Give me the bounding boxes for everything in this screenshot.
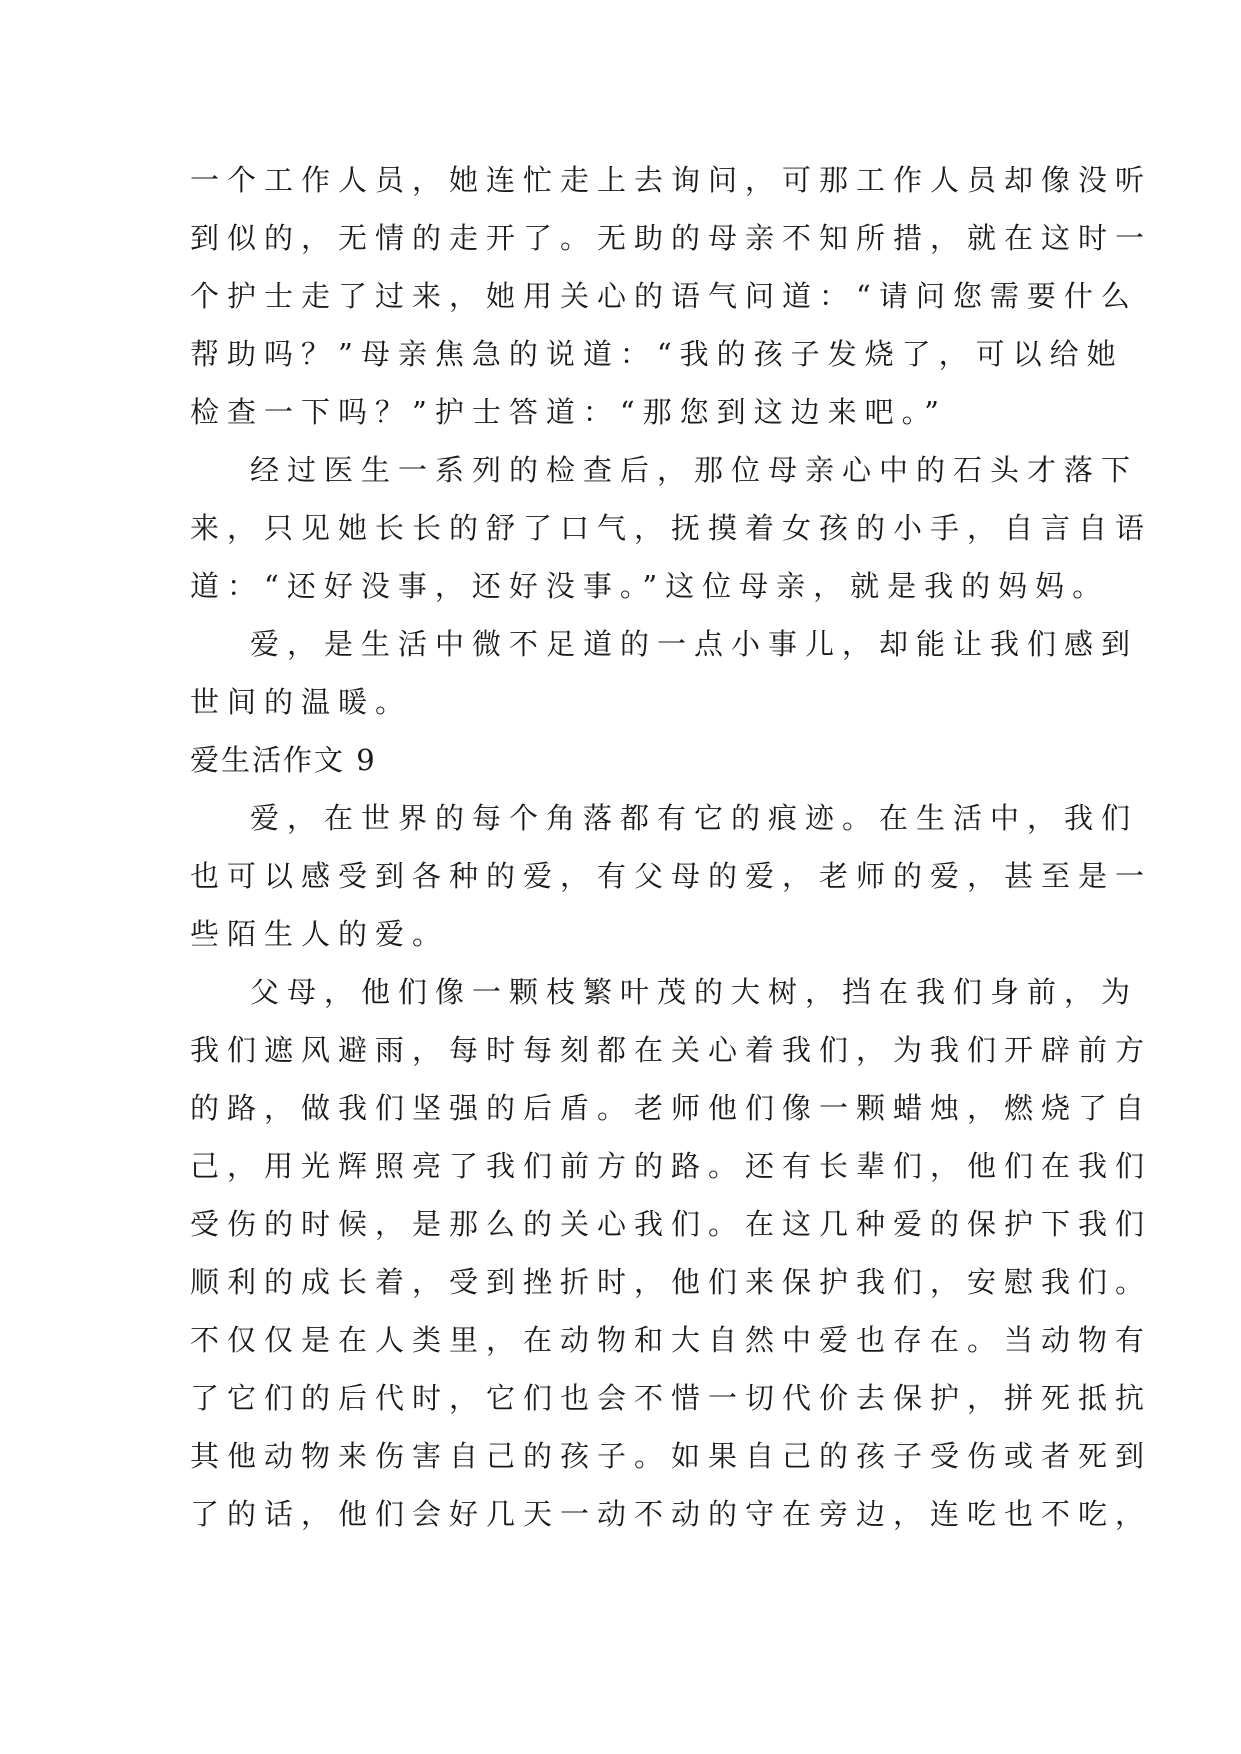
- text-line: 爱，在世界的每个角落都有它的痕迹。在生活中，我们: [250, 801, 1139, 835]
- text-line: 的路，做我们坚强的后盾。老师他们像一颗蜡烛，燃烧了自: [190, 1091, 1153, 1125]
- text-line: 了它们的后代时，它们也会不惜一切代价去保护，拼死抵抗: [190, 1381, 1153, 1415]
- text-line: 不仅仅是在人类里，在动物和大自然中爱也存在。当动物有: [190, 1323, 1153, 1357]
- text-line: 爱，是生活中微不足道的一点小事儿，却能让我们感到: [250, 627, 1139, 661]
- text-line: 些陌生人的爱。: [190, 917, 450, 951]
- text-line: 道：“还好没事，还好没事。”这位母亲，就是我的妈妈。: [190, 569, 1110, 603]
- text-line: 顺利的成长着，受到挫折时，他们来保护我们，安慰我们。: [190, 1265, 1153, 1299]
- text-line: 帮助吗？”母亲焦急的说道：“我的孩子发烧了，可以给她: [190, 337, 1124, 371]
- text-line: 其他动物来伤害自己的孩子。如果自己的孩子受伤或者死到: [190, 1439, 1153, 1473]
- text-line: 个护士走了过来，她用关心的语气问道：“请问您需要什么: [190, 279, 1138, 313]
- text-line: 来，只见她长长的舒了口气，抚摸着女孩的小手，自言自语: [190, 511, 1153, 545]
- text-line: 了的话，他们会好几天一动不动的守在旁边，连吃也不吃，: [190, 1497, 1153, 1531]
- text-line: 也可以感受到各种的爱，有父母的爱，老师的爱，甚至是一: [190, 859, 1153, 893]
- text-line: 己，用光辉照亮了我们前方的路。还有长辈们，他们在我们: [190, 1149, 1153, 1183]
- text-line: 世间的温暖。: [190, 685, 413, 719]
- text-line: 我们遮风避雨，每时每刻都在关心着我们，为我们开辟前方: [190, 1033, 1153, 1067]
- text-line: 检查一下吗？”护士答道：“那您到这边来吧。”: [190, 395, 947, 429]
- text-line: 到似的，无情的走开了。无助的母亲不知所措，就在这时一: [190, 221, 1153, 255]
- text-line: 一个工作人员，她连忙走上去询问，可那工作人员却像没听: [190, 163, 1153, 197]
- section-heading: 爱生活作文 9: [190, 743, 377, 777]
- text-line: 受伤的时候，是那么的关心我们。在这几种爱的保护下我们: [190, 1207, 1153, 1241]
- text-line: 父母，他们像一颗枝繁叶茂的大树，挡在我们身前，为: [250, 975, 1139, 1009]
- text-line: 经过医生一系列的检查后，那位母亲心中的石头才落下: [250, 453, 1139, 487]
